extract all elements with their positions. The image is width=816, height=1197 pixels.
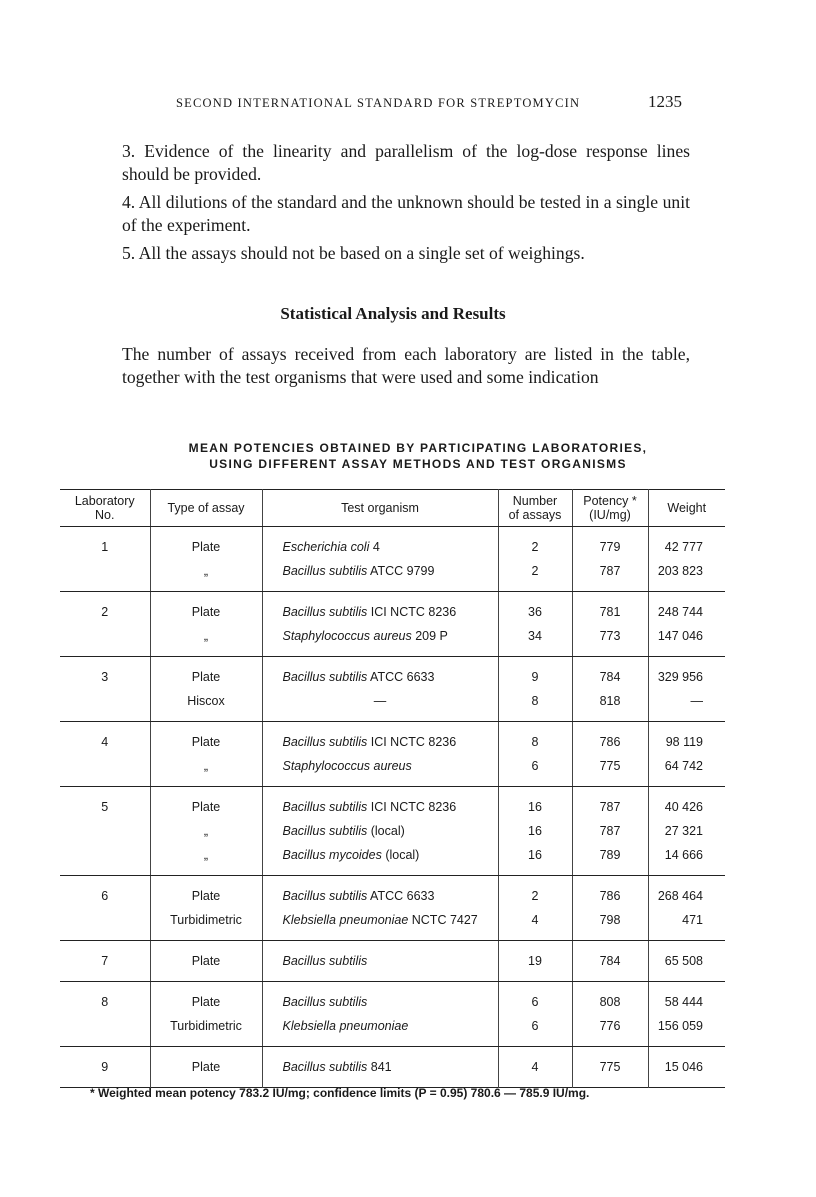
organism-strain: ICI NCTC 8236 [367, 800, 457, 814]
table-row [60, 787, 725, 820]
organism-name: Staphylococcus aureus [282, 759, 412, 773]
organism-name: Bacillus subtilis [282, 954, 368, 968]
cell-potency: 789 [572, 843, 648, 876]
cell-number-of-assays: 16 [498, 787, 572, 820]
cell-potency: 773 [572, 624, 648, 657]
cell-potency: 776 [572, 1014, 648, 1047]
cell-type-of-assay: Plate [150, 592, 262, 625]
organism-name: Escherichia coli [282, 540, 370, 554]
cell-test-organism [262, 843, 498, 876]
cell-laboratory [60, 559, 150, 592]
cell-type-of-assay: Turbidimetric [150, 1014, 262, 1047]
cell-weight: 15 046 [664, 1060, 703, 1074]
cell-test-organism [262, 559, 498, 592]
table-caption [60, 440, 776, 472]
organism-name: Bacillus subtilis [282, 605, 368, 619]
cell-type-of-assay: Hiscox [150, 689, 262, 722]
cell-type-of-assay: Plate [150, 657, 262, 690]
table-row [60, 941, 725, 982]
cell-test-organism [262, 689, 498, 722]
cell-test-organism [262, 527, 498, 560]
cell-test-organism [262, 1014, 498, 1047]
organism-name: Bacillus subtilis [282, 824, 368, 838]
page-number: 1235 [648, 92, 682, 111]
cell-potency: 784 [572, 941, 648, 982]
organism-strain: (local) [367, 824, 405, 838]
cell-number-of-assays: 4 [498, 908, 572, 941]
cell-laboratory [60, 624, 150, 657]
cell-type-of-assay: Plate [150, 527, 262, 560]
cell-type-of-assay: Plate [150, 941, 262, 982]
cell-weight: — [648, 689, 725, 722]
organism-name: Bacillus subtilis [282, 800, 368, 814]
organism-strain: ICI NCTC 8236 [367, 605, 457, 619]
table-header-row [60, 490, 725, 527]
list-item [94, 140, 690, 186]
organism-name: Bacillus mycoides [282, 848, 382, 862]
cell-test-organism [262, 1047, 498, 1088]
paragraph-text: The number of assays received from each laboratory are listed in the table, together with the test organisms that were used and some indication [122, 344, 690, 387]
cell-potency: 798 [572, 908, 648, 941]
organism-strain: ICI NCTC 8236 [367, 735, 457, 749]
organism-name: Klebsiella pneumoniae [282, 913, 409, 927]
cell-test-organism [262, 657, 498, 690]
cell-number-of-assays: 16 [498, 843, 572, 876]
cell-potency: 787 [572, 819, 648, 843]
list-item-text: 4. All dilutions of the standard and the unknown should be tested in a single unit of the experiment. [122, 192, 690, 235]
section-title: Statistical Analysis and Results [280, 304, 506, 323]
cell-type-of-assay: „ [150, 559, 262, 592]
cell-laboratory [60, 819, 150, 843]
list-item [94, 242, 690, 265]
cell-type-of-assay: Plate [150, 1047, 262, 1088]
organism-name: Bacillus subtilis [282, 735, 368, 749]
organism-strain: ATCC 6633 [367, 889, 435, 903]
paragraph [94, 343, 690, 389]
cell-type-of-assay: „ [150, 819, 262, 843]
cell-test-organism [262, 908, 498, 941]
organism-strain: 841 [367, 1060, 392, 1074]
cell-weight: 42 777 [664, 540, 703, 554]
table-row [60, 722, 725, 755]
cell-laboratory [60, 843, 150, 876]
cell-potency: 775 [572, 754, 648, 787]
cell-weight: 40 426 [664, 800, 703, 814]
cell-weight: 248 744 [657, 605, 703, 619]
cell-test-organism [262, 982, 498, 1015]
table-row [60, 843, 725, 876]
cell-test-organism [262, 722, 498, 755]
cell-potency: 808 [572, 982, 648, 1015]
table-caption-line: MEAN POTENCIES OBTAINED BY PARTICIPATING LABORATORIES, [188, 441, 648, 455]
cell-laboratory [60, 689, 150, 722]
cell-number-of-assays: 34 [498, 624, 572, 657]
cell-potency: 787 [572, 787, 648, 820]
cell-laboratory: 3 [60, 657, 150, 690]
organism-strain: NCTC 7427 [408, 913, 478, 927]
cell-number-of-assays: 8 [498, 722, 572, 755]
organism-name: Bacillus subtilis [282, 889, 368, 903]
cell-number-of-assays: 19 [498, 941, 572, 982]
table-footnote: * Weighted mean potency 783.2 IU/mg; confidence limits (P = 0.95) 780.6 — 785.9 IU/mg. [90, 1086, 590, 1100]
cell-weight: 268 464 [657, 889, 703, 903]
cell-test-organism [262, 624, 498, 657]
cell-potency: 781 [572, 592, 648, 625]
cell-laboratory [60, 1014, 150, 1047]
cell-laboratory: 6 [60, 876, 150, 909]
cell-type-of-assay: Plate [150, 982, 262, 1015]
cell-type-of-assay: „ [150, 754, 262, 787]
cell-weight: 471 [648, 908, 725, 941]
organism-strain: (local) [381, 848, 420, 862]
table-row [60, 1047, 725, 1088]
table-row [60, 592, 725, 625]
cell-type-of-assay: Turbidimetric [150, 908, 262, 941]
cell-test-organism [262, 592, 498, 625]
cell-number-of-assays: 6 [498, 982, 572, 1015]
header-potency: Potency * (IU/mg) [572, 490, 648, 527]
table-row [60, 908, 725, 941]
cell-test-organism [262, 876, 498, 909]
cell-number-of-assays: 9 [498, 657, 572, 690]
cell-weight: 156 059 [648, 1014, 725, 1047]
header-weight: Weight [648, 490, 725, 527]
cell-number-of-assays: 8 [498, 689, 572, 722]
cell-laboratory: 8 [60, 982, 150, 1015]
organism-name: Bacillus subtilis [282, 1060, 368, 1074]
cell-weight: 147 046 [648, 624, 725, 657]
cell-laboratory: 7 [60, 941, 150, 982]
table-row [60, 527, 725, 560]
cell-weight: 65 508 [648, 941, 725, 982]
organism-name: Bacillus subtilis [282, 670, 368, 684]
table-row [60, 624, 725, 657]
cell-laboratory: 9 [60, 1047, 150, 1088]
cell-number-of-assays: 4 [498, 1047, 572, 1088]
organism-strain: 209 P [411, 629, 448, 643]
cell-potency: 818 [572, 689, 648, 722]
cell-type-of-assay: Plate [150, 876, 262, 909]
cell-laboratory [60, 908, 150, 941]
cell-test-organism [262, 787, 498, 820]
list-item-text: 3. Evidence of the linearity and parallelism of the log-dose response lines should be provided. [122, 141, 690, 184]
list-item [94, 191, 690, 237]
table-caption-line: USING DIFFERENT ASSAY METHODS AND TEST ORGANISMS [209, 457, 627, 471]
cell-laboratory: 5 [60, 787, 150, 820]
cell-laboratory: 4 [60, 722, 150, 755]
potency-table [60, 489, 725, 1088]
cell-potency: 784 [572, 657, 648, 690]
cell-potency: 775 [572, 1047, 648, 1088]
organism-strain: ATCC 6633 [367, 670, 435, 684]
running-title: SECOND INTERNATIONAL STANDARD FOR STREPTOMYCIN [176, 96, 581, 110]
organism-strain: — [373, 694, 387, 708]
organism-strain: 4 [369, 540, 380, 554]
cell-weight: 27 321 [664, 824, 703, 838]
table-row [60, 657, 725, 690]
cell-number-of-assays: 2 [498, 527, 572, 560]
cell-number-of-assays: 16 [498, 819, 572, 843]
cell-weight: 58 444 [664, 995, 703, 1009]
cell-number-of-assays: 2 [498, 559, 572, 592]
table-row [60, 982, 725, 1015]
cell-laboratory [60, 754, 150, 787]
cell-type-of-assay: Plate [150, 787, 262, 820]
cell-test-organism [262, 941, 498, 982]
organism-name: Bacillus subtilis [282, 995, 368, 1009]
cell-type-of-assay: „ [150, 624, 262, 657]
table-row [60, 689, 725, 722]
organism-strain: ATCC 9799 [367, 564, 435, 578]
cell-potency: 786 [572, 722, 648, 755]
header-number-of-assays: Number of assays [498, 490, 572, 527]
cell-type-of-assay: Plate [150, 722, 262, 755]
table-row [60, 1014, 725, 1047]
cell-weight: 329 956 [657, 670, 703, 684]
list-item-text: 5. All the assays should not be based on a single set of weighings. [122, 243, 585, 263]
table-row [60, 819, 725, 843]
cell-type-of-assay: „ [150, 843, 262, 876]
cell-weight: 14 666 [648, 843, 725, 876]
cell-test-organism [262, 819, 498, 843]
organism-name: Klebsiella pneumoniae [282, 1019, 409, 1033]
cell-test-organism [262, 754, 498, 787]
cell-number-of-assays: 36 [498, 592, 572, 625]
header-laboratory: Laboratory No. [60, 490, 150, 527]
table-row [60, 754, 725, 787]
cell-number-of-assays: 6 [498, 754, 572, 787]
cell-weight: 64 742 [648, 754, 725, 787]
header-test-organism: Test organism [262, 490, 498, 527]
cell-potency: 787 [572, 559, 648, 592]
cell-laboratory: 2 [60, 592, 150, 625]
cell-weight: 203 823 [648, 559, 725, 592]
table-row [60, 559, 725, 592]
cell-number-of-assays: 2 [498, 876, 572, 909]
cell-weight: 98 119 [665, 735, 703, 749]
organism-name: Staphylococcus aureus [282, 629, 412, 643]
cell-potency: 779 [572, 527, 648, 560]
cell-laboratory: 1 [60, 527, 150, 560]
organism-name: Bacillus subtilis [282, 564, 368, 578]
header-type-of-assay: Type of assay [150, 490, 262, 527]
cell-number-of-assays: 6 [498, 1014, 572, 1047]
table-row [60, 876, 725, 909]
cell-potency: 786 [572, 876, 648, 909]
